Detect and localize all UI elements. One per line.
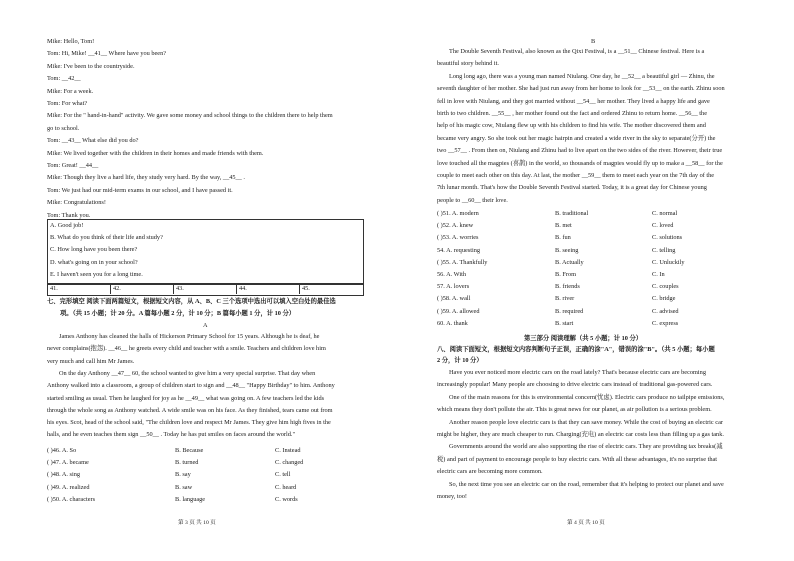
text-line: love touched all the magpies (喜鹊) in the world, so thousands of magpies would fly up to make a __58__ for the (437, 159, 723, 167)
choice-option: ( )49. A. realized (47, 483, 90, 491)
choice-option: ( )59. A. allowed (437, 307, 480, 315)
text-line: Mike: Hello, Tom! (47, 38, 95, 45)
answer-cell: 41. (50, 285, 58, 292)
cell-divider (299, 283, 300, 294)
text-line: Have you ever noticed more electric cars on the road lately? That's because electric cars are becoming (449, 369, 706, 376)
text-line: very much and call him Mr James. (47, 357, 135, 365)
choice-option: C. couples (652, 283, 679, 291)
choice-option: ( )53. A. worries (437, 234, 479, 242)
choice-option: ( )47. A. became (47, 459, 89, 467)
choice-option: ( )58. A. wall (437, 295, 471, 303)
cell-divider (173, 283, 174, 294)
text-line: Tom: __42__ (47, 75, 81, 83)
choice-option: C. Instead (275, 447, 301, 454)
choice-option: ( )48. A. sing (47, 471, 81, 479)
text-line: Tom: For what? (47, 100, 88, 107)
choice-option: C. changed (275, 459, 304, 467)
text-line: Tom: Great! __44__ (47, 162, 99, 169)
text-line: people to __60__ their love. (437, 196, 508, 204)
text-line: go to school. (47, 124, 80, 132)
choice-option: ( )46. A. So (47, 447, 77, 454)
text-line: electric cars are becoming more common. (437, 468, 543, 476)
choice-option: B. turned (175, 459, 199, 467)
text-line: E. I haven't seen you for a long time. (50, 270, 143, 278)
text-line: Long long ago, there was a young man named Niulang. One day, he __52__ a beautiful girl — Zhinu, the (449, 72, 715, 80)
text-line: One of the main reasons for this is environmental concern(忧虑). Electric cars produce no tailpipe emissions, (449, 393, 725, 401)
choice-option: B. met (555, 222, 572, 230)
answer-cell: 42. (113, 285, 121, 292)
section7-title-line2: 项。（共 15 小题；计 20 分。A 篇每小题 2 分，计 10 分；B 篇每小题 1 分，计 10 分） (60, 310, 296, 317)
text-line: A. Good job! (50, 222, 84, 229)
text-line: Tom: __43__ What else did you do? (47, 137, 139, 145)
text-line: his eyes. Scot, head of the school said, "The children love and respect Mr James. They give him high fives in the (47, 419, 331, 427)
choice-option: B. language (175, 495, 206, 503)
choice-option: B. say (175, 471, 191, 479)
text-line: might be higher, they are much cheaper to run. Charging(充电) an electric car costs less than filling up a gas tank. (437, 431, 724, 438)
section8-title-line1: 八、阅读下面短文，根据短文内容判断句子正误，正确的涂"A"，错误的涂"B"。（共 5 小题；每小题 (437, 346, 715, 353)
choice-option: ( )55. A. Thankfully (437, 258, 488, 266)
choice-option: C. heard (275, 483, 297, 491)
text-line: 7th lunar month. That's how the Double Seventh Festival started. Today, it is a great day for Chinese young (437, 184, 707, 192)
text-line: B. What do you think of their life and study? (50, 234, 163, 242)
choice-option: B. fun (555, 234, 571, 242)
part3-title: 第三部分 阅读理解（共 5 小题；计 10 分） (524, 335, 643, 342)
text-line: became very angry. So she took out her magic hairpin and created a wide river in the sky to separate(分开) the (437, 134, 716, 142)
text-line: through the whole song as Anthony watched. A wide smile was on his face. As they finished, tears came out from (47, 406, 333, 414)
choice-option: C. loved (652, 222, 674, 230)
choice-option: B. traditional (555, 210, 589, 217)
text-line: The Double Seventh Festival, also known as the Qixi Festival, is a __51__ Chinese festival. Here is a (449, 48, 705, 55)
text-line: Mike: For the " hand-in-hand" activity. We gave some money and school things to the children there to help them (47, 112, 333, 120)
cell-divider (236, 283, 237, 294)
page-4 (397, 0, 794, 561)
choice-option: 57. A. lovers (437, 283, 470, 291)
choice-option: C. In (652, 271, 665, 278)
text-line: beautiful story behind it. (437, 60, 499, 68)
choice-option: B. start (555, 319, 574, 327)
text-line: Governments around the world are also supporting the rise of electric cars. They are providing tax breaks(减 (449, 443, 723, 451)
text-line: started smiling as usual. Then he laughed for joy as he __49__ what was going on. A few teachers led the kids (47, 394, 325, 402)
text-line: Mike: Congratulations! (47, 199, 106, 207)
cell-divider (110, 283, 111, 294)
choice-option: B. required (555, 307, 584, 315)
text-line: C. How long have you been there? (50, 246, 138, 254)
choice-option: C. normal (652, 210, 678, 217)
text-line: couple to meet each other on this day. At last, the mother __59__ them to meet each year on the 7th day of the (437, 172, 715, 179)
choice-option: B. friends (555, 283, 580, 291)
choice-option: C. bridge (652, 295, 676, 303)
text-line: On the day Anthony __47__ 60, the school wanted to give him a very special surprise. That day when (59, 369, 316, 377)
text-line: halls, and he even teaches them sign __50__ . Today he has put smiles on faces around the world." (47, 431, 296, 439)
text-line: Anthony walked into a classroom, a group of children start to sign and __48__ "Happy Birthday" to him. Anthony (47, 382, 335, 390)
passage-a-label: A (203, 322, 208, 329)
text-line: money, too! (437, 493, 468, 500)
choice-option: C. telling (652, 246, 676, 254)
text-line: Tom: Hi, Mike! __41__ Where have you been? (47, 50, 167, 58)
text-line: which means they don't pollute the air. This is great news for our planet, as air pollution is a serious problem. (437, 406, 712, 414)
text-line: Tom: We just had our mid-term exams in our school, and I have passed it. (47, 186, 233, 194)
choice-option: ( )50. A. characters (47, 495, 96, 503)
choice-option: C. express (652, 319, 679, 327)
choice-option: B. From (555, 271, 576, 278)
answer-cell: 45. (302, 285, 310, 292)
choice-option: C. tell (275, 471, 291, 479)
passage-b-label: B (591, 38, 596, 45)
text-line: increasingly popular! Many people are choosing to drive electric cars instead of traditional gas-powered cars. (437, 381, 713, 389)
choice-option: B. river (555, 295, 575, 303)
choice-option: ( )51. A. modern (437, 210, 479, 217)
page-footer: 第 3 页 共 10 页 (178, 520, 216, 526)
choice-option: C. Unluckily (652, 258, 685, 266)
text-line: 税) and part of payment to encourage people to buy electric cars. With all these advantages, it's no surprise that (437, 455, 718, 463)
text-line: James Anthony has cleaned the halls of Hickerson Primary School for 15 years. Although he is deaf, he (59, 333, 320, 340)
text-line: D. what's going on in your school? (50, 258, 138, 266)
answer-table (47, 283, 364, 296)
choice-option: B. seeing (555, 246, 579, 254)
choice-option: ( )52. A. knew (437, 222, 474, 230)
choice-option: 54. A. requesting (437, 246, 481, 254)
choice-option: B. Actually (555, 258, 584, 266)
text-line: seventh daughter of her mother. She had just run away from her home to look for __53__ on the earth. Zhinu soon (437, 85, 725, 93)
text-line: never complains(抱怨). __46__ he greets every child and teacher with a smile. Teachers and children love him (47, 345, 326, 353)
text-line: help of his magic cow, Niulang flew up with his children to find his wife. The mother discovered them and (437, 122, 706, 130)
answer-cell: 43. (176, 285, 184, 292)
choice-option: C. solutions (652, 234, 683, 242)
text-line: Mike: We lived together with the children in their homes and made friends with them. (47, 149, 264, 157)
choice-option: 60. A. thank (437, 319, 468, 327)
choice-option: 56. A. With (437, 271, 467, 278)
text-line: So, the next time you see an electric car on the road, remember that it's helping to protect our planet and save (449, 480, 724, 488)
choice-option: B. saw (175, 483, 193, 491)
text-line: Mike: For a week. (47, 87, 94, 95)
text-line: Tom: Thank you. (47, 211, 91, 219)
text-line: Mike: Though they live a hard life, they study very hard. By the way, __45__ . (47, 174, 245, 182)
choice-option: C. words (275, 495, 298, 503)
text-line: Mike: I've been to the countryside. (47, 62, 135, 70)
choice-option: B. Because (175, 447, 204, 454)
text-line: Another reason people love electric cars is that they can save money. While the cost of buying an electric car (449, 418, 723, 426)
section7-title-line1: 七、完形填空 阅读下面两篇短文，根据短文内容，从 A、B、C 三个选项中选出可以填入空白处的最佳选 (47, 298, 336, 305)
answer-cell: 44. (239, 285, 247, 292)
text-line: birth to two children. __55__ , her mother found out the fact and ordered Zhinu to return home. __56__ the (437, 110, 708, 117)
page-footer: 第 4 页 共 10 页 (567, 520, 605, 526)
text-line: fell in love with Niulang, and they got married without __54__ her mother. They lived a happy life and gave (437, 97, 710, 105)
text-line: two __57__ . From then on, Niulang and Zhinu had to live apart on the two sides of the river. However, their true (437, 147, 723, 155)
section8-title-line2: 2 分，计 10 分） (437, 357, 483, 364)
choice-option: C. advised (652, 307, 679, 315)
